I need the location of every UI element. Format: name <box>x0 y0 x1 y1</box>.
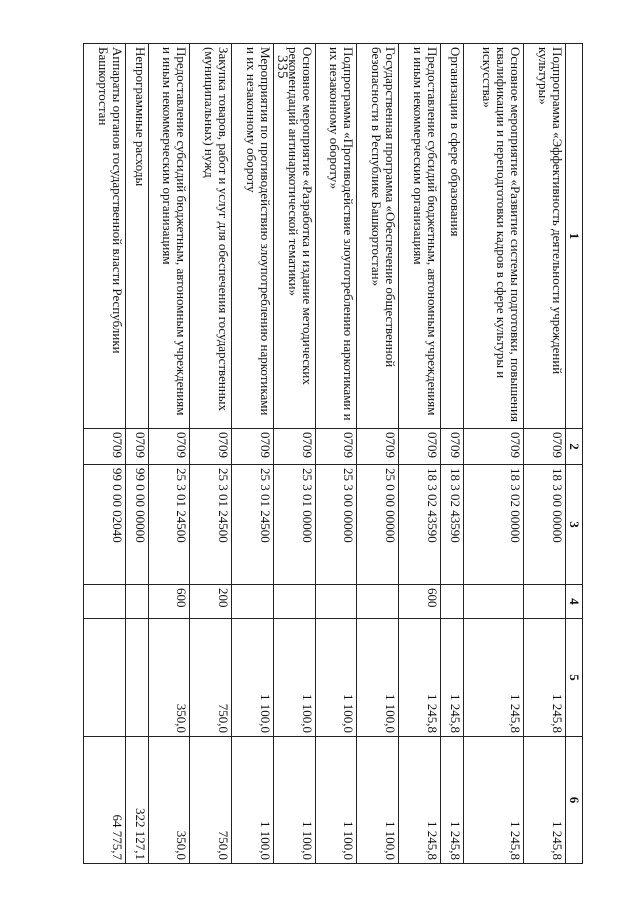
row-value-year-1: 1 100,0 <box>357 619 399 737</box>
row-description: Организации в сфере образования <box>440 44 463 429</box>
row-expense-type <box>463 585 524 619</box>
row-description: Непрограммные расходы <box>125 44 148 429</box>
column-header-5: 5 <box>566 619 583 737</box>
table-row <box>463 44 524 864</box>
row-value-year-1: 750,0 <box>190 619 232 737</box>
row-section-code: 0709 <box>273 429 315 465</box>
table-row <box>315 44 357 864</box>
row-expense-type <box>125 585 148 619</box>
row-value-year-2: 1 100,0 <box>273 737 315 864</box>
row-value-year-1: 1 100,0 <box>315 619 357 737</box>
row-value-year-2: 1 245,8 <box>524 737 566 864</box>
table-row <box>399 44 441 864</box>
row-expense-type: 200 <box>190 585 232 619</box>
row-value-year-1: 1 100,0 <box>232 619 274 737</box>
page-number: 335 <box>274 55 290 79</box>
row-value-year-2: 1 245,8 <box>440 737 463 864</box>
row-expense-type: 600 <box>148 585 190 619</box>
row-target-code: 25 3 00 00000 <box>315 465 357 585</box>
row-value-year-2: 1 245,8 <box>399 737 441 864</box>
table-row <box>357 44 399 864</box>
row-description: Основное мероприятие «Развитие системы подготовки, повышения квалификации и переподготовки кадров в сфере культуры и искусства» <box>463 44 524 429</box>
row-section-code: 0709 <box>232 429 274 465</box>
column-header-6: 6 <box>566 737 583 864</box>
table-row <box>148 44 190 864</box>
row-expense-type <box>357 585 399 619</box>
row-description: Предоставление субсидий бюджетным, автономным учреждениям и иным некоммерческим организациям <box>148 44 190 429</box>
row-value-year-1: 1 245,8 <box>463 619 524 737</box>
row-target-code: 18 3 02 00000 <box>463 465 524 585</box>
row-section-code: 0709 <box>315 429 357 465</box>
budget-table-sheet <box>83 43 583 863</box>
row-value-year-1: 1 100,0 <box>273 619 315 737</box>
row-target-code: 25 3 01 24500 <box>232 465 274 585</box>
row-target-code: 18 3 02 43590 <box>399 465 441 585</box>
row-description: Государственная программа «Обеспечение общественной безопасности в Республике Башкортостан» <box>357 44 399 429</box>
row-target-code: 99 0 00 00000 <box>125 465 148 585</box>
table-row <box>440 44 463 864</box>
row-description: Подпрограмма «Противодействие злоупотреблению наркотиками и их незаконному обороту» <box>315 44 357 429</box>
row-target-code: 25 3 01 24500 <box>148 465 190 585</box>
table-row <box>524 44 566 864</box>
row-expense-type <box>440 585 463 619</box>
row-value-year-2: 350,0 <box>148 737 190 864</box>
row-description: Подпрограмма «Эффективность деятельности учреждений культуры» <box>524 44 566 429</box>
row-value-year-1: 1 245,8 <box>440 619 463 737</box>
budget-table <box>83 43 583 864</box>
row-description: Аппараты органов государственной власти Республики Башкортостан <box>84 44 126 429</box>
row-target-code: 25 3 01 24500 <box>190 465 232 585</box>
row-target-code: 18 3 02 43590 <box>440 465 463 585</box>
row-section-code: 0709 <box>125 429 148 465</box>
row-expense-type: 600 <box>399 585 441 619</box>
column-header-3: 3 <box>566 465 583 585</box>
row-value-year-2: 1 100,0 <box>315 737 357 864</box>
row-section-code: 0709 <box>357 429 399 465</box>
row-expense-type <box>315 585 357 619</box>
row-value-year-1: 350,0 <box>148 619 190 737</box>
row-description: Предоставление субсидий бюджетным, автономным учреждениям и иным некоммерческим организациям <box>399 44 441 429</box>
row-value-year-2: 322 127,1 <box>125 737 148 864</box>
row-value-year-2: 750,0 <box>190 737 232 864</box>
row-description: Основное мероприятие «Разработка и издание методических рекомендаций антинаркотической тематики» <box>273 44 315 429</box>
row-value-year-1: 1 245,8 <box>399 619 441 737</box>
row-section-code: 0709 <box>84 429 126 465</box>
row-section-code: 0709 <box>190 429 232 465</box>
row-section-code: 0709 <box>463 429 524 465</box>
column-header-2: 2 <box>566 429 583 465</box>
row-description: Мероприятия по противодействию злоупотреблению наркотиками и их незаконному обороту <box>232 44 274 429</box>
row-value-year-2: 64 775,7 <box>84 737 126 864</box>
row-value-year-2: 1 100,0 <box>357 737 399 864</box>
column-header-1: 1 <box>566 44 583 429</box>
row-section-code: 0709 <box>440 429 463 465</box>
row-value-year-2: 1 100,0 <box>232 737 274 864</box>
row-expense-type <box>524 585 566 619</box>
row-value-year-2: 1 245,8 <box>463 737 524 864</box>
table-row <box>84 44 126 864</box>
table-row <box>273 44 315 864</box>
table-row <box>125 44 148 864</box>
row-description: Закупка товаров, работ и услуг для обеспечения государственных (муниципальных) нужд <box>190 44 232 429</box>
row-value-year-1 <box>125 619 148 737</box>
table-header-row <box>566 44 583 864</box>
row-target-code: 25 3 01 00000 <box>273 465 315 585</box>
row-target-code: 25 0 00 00000 <box>357 465 399 585</box>
row-value-year-1 <box>84 619 126 737</box>
row-expense-type <box>273 585 315 619</box>
row-section-code: 0709 <box>524 429 566 465</box>
table-row <box>232 44 274 864</box>
row-target-code: 99 0 00 02040 <box>84 465 126 585</box>
row-expense-type <box>84 585 126 619</box>
row-section-code: 0709 <box>399 429 441 465</box>
row-expense-type <box>232 585 274 619</box>
row-section-code: 0709 <box>148 429 190 465</box>
column-header-4: 4 <box>566 585 583 619</box>
table-row <box>190 44 232 864</box>
row-target-code: 18 3 00 00000 <box>524 465 566 585</box>
row-value-year-1: 1 245,8 <box>524 619 566 737</box>
